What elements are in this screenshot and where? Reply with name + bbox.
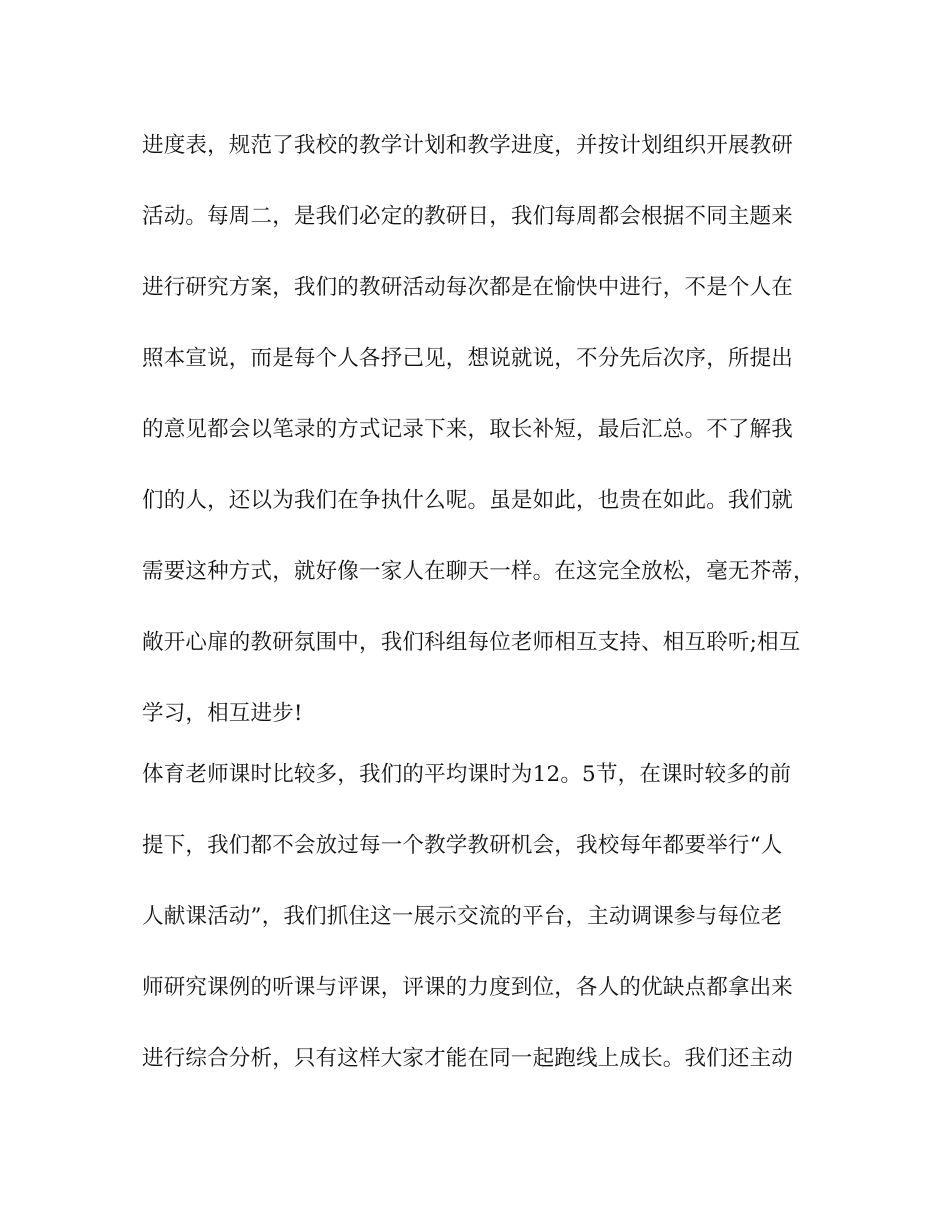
text-line: 体育老师课时比较多，我们的平均课时为12。5节，在课时较多的前: [142, 762, 792, 787]
text-line: 照本宣说，而是每个人各抒己见，想说就说，不分先后次序，所提出: [142, 346, 794, 371]
text-line: 学习，相互进步!: [142, 701, 303, 726]
text-line: 需要这种方式，就好像一家人在聊天一样。在这完全放松，毫无芥蒂，: [142, 559, 815, 584]
text-line: 人献课活动”，我们抓住这一展示交流的平台，主动调课参与每位老: [142, 904, 783, 929]
text-line: 进度表，规范了我校的教学计划和教学进度，并按计划组织开展教研: [142, 133, 794, 158]
text-line: 进行综合分析，只有这样大家才能在同一起跑线上成长。我们还主动: [142, 1046, 794, 1071]
text-line: 进行研究方案，我们的教研活动每次都是在愉快中进行，不是个人在: [142, 275, 794, 300]
text-line: 师研究课例的听课与评课，评课的力度到位，各人的优缺点都拿出来: [142, 975, 794, 1000]
text-line: 提下，我们都不会放过每一个教学教研机会，我校每年都要举行“人: [142, 833, 783, 858]
text-line: 敞开心扉的教研氛围中，我们科组每位老师相互支持、相互聆听;相互: [142, 630, 801, 655]
text-line: 活动。每周二，是我们必定的教研日，我们每周都会根据不同主题来: [142, 204, 794, 229]
text-line: 的意见都会以笔录的方式记录下来，取长补短，最后汇总。不了解我: [142, 417, 794, 442]
text-line: 们的人，还以为我们在争执什么呢。虽是如此，也贵在如此。我们就: [142, 488, 794, 513]
